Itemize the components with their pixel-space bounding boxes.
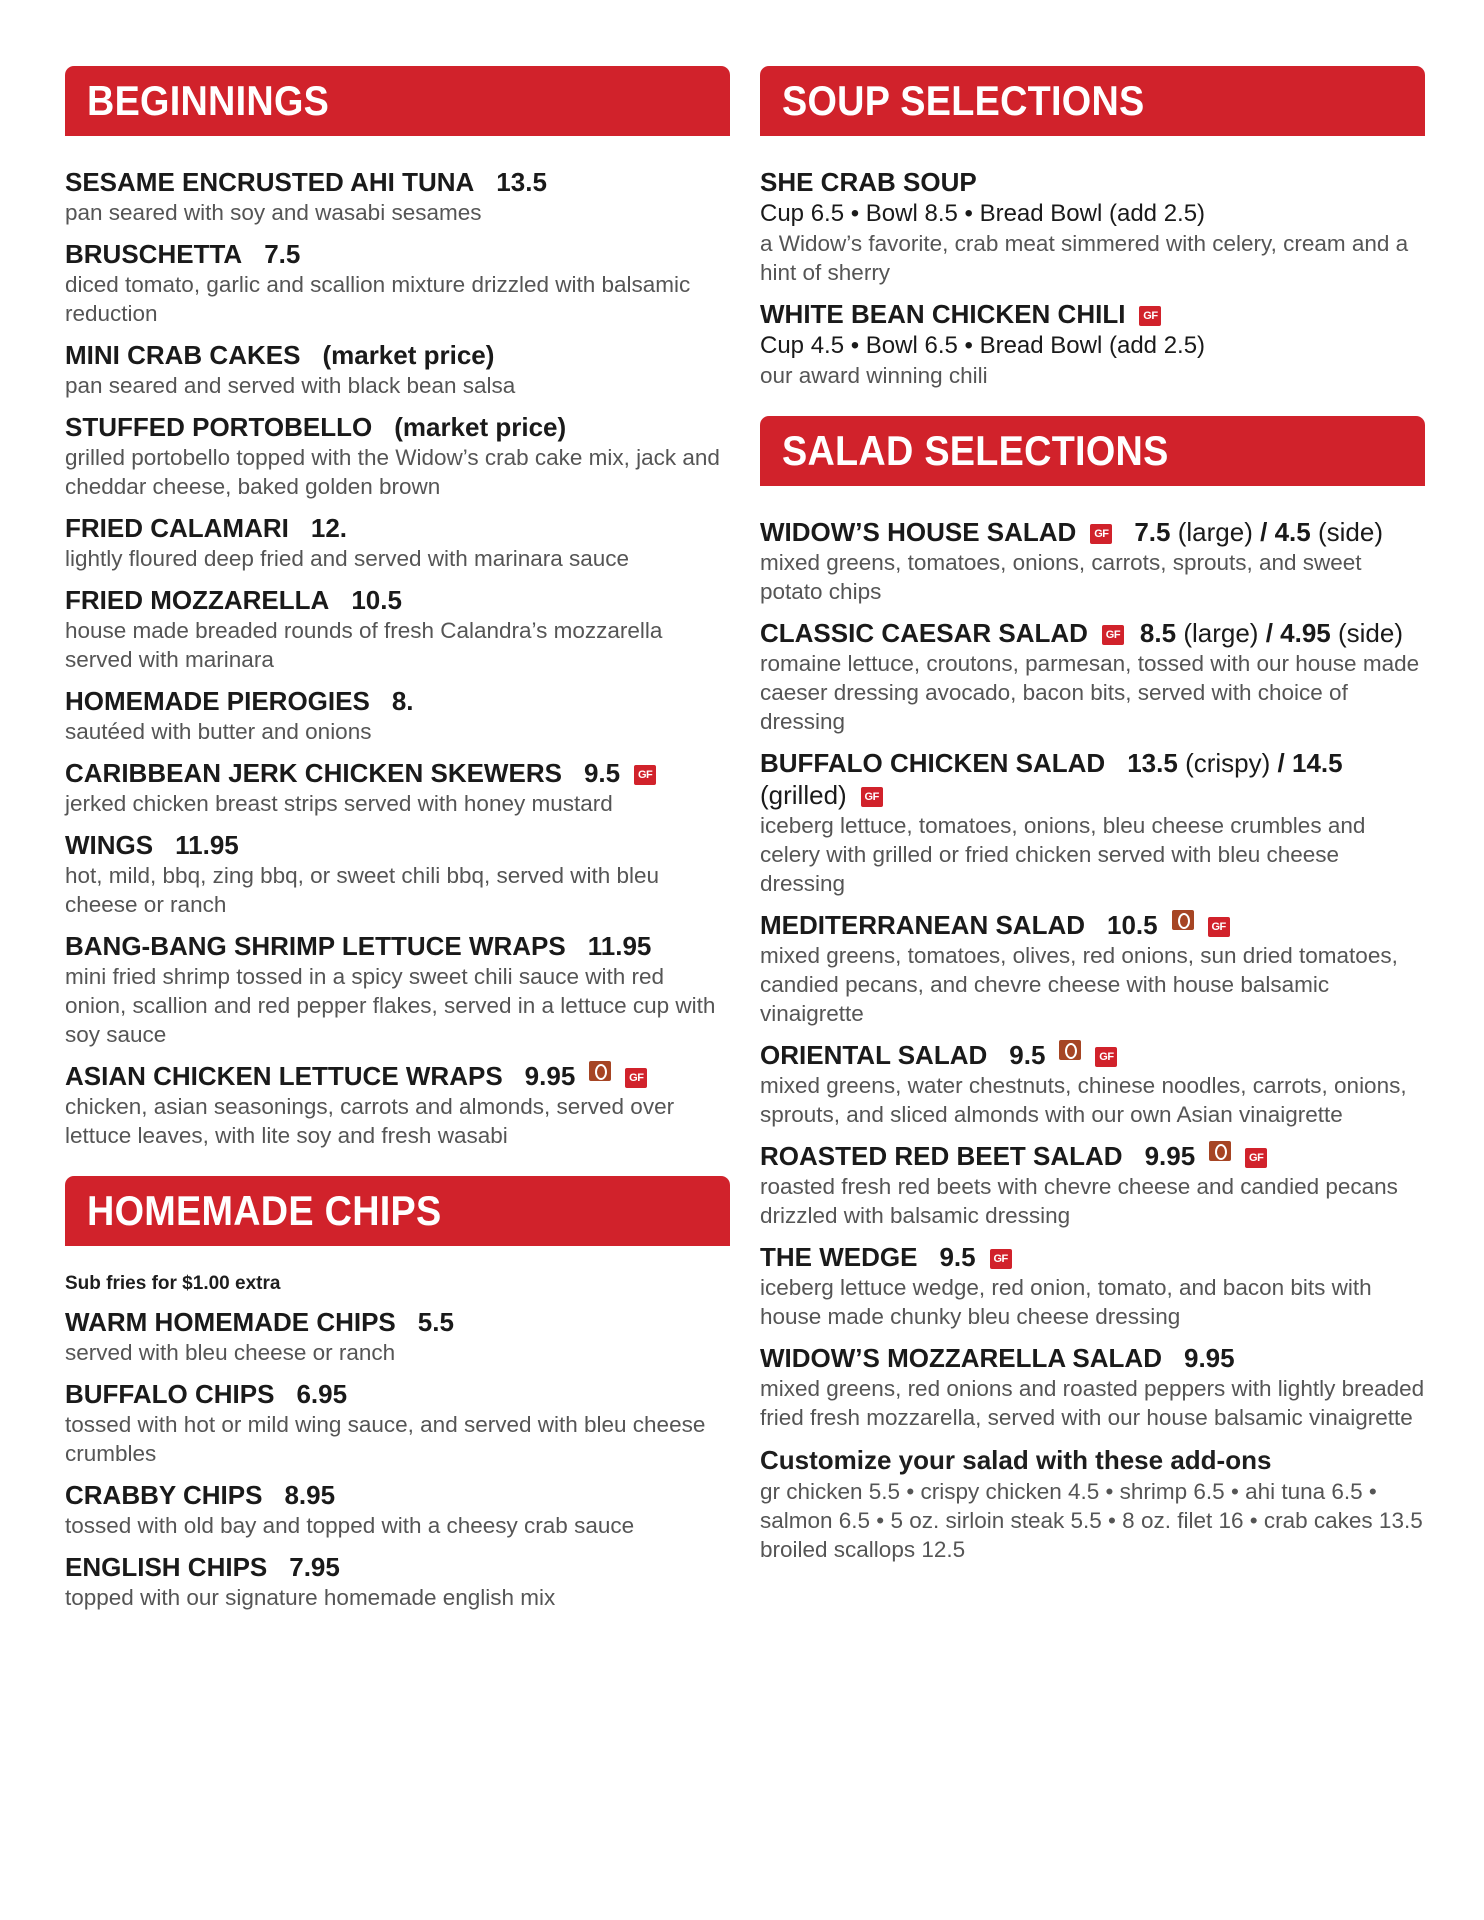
item-name: BANG-BANG SHRIMP LETTUCE WRAPS bbox=[65, 931, 566, 961]
menu-item bbox=[65, 1479, 730, 1540]
menu-item bbox=[65, 512, 730, 573]
beginnings-banner bbox=[65, 66, 730, 136]
gluten-free-icon: GF bbox=[1139, 306, 1161, 326]
item-name: SHE CRAB SOUP bbox=[760, 167, 977, 197]
gluten-free-icon: GF bbox=[625, 1068, 647, 1088]
menu-item bbox=[65, 166, 730, 227]
item-price: 7.5 bbox=[264, 239, 301, 269]
item-name: MINI CRAB CAKES bbox=[65, 340, 301, 370]
beginnings-list bbox=[65, 166, 730, 1150]
item-description: romaine lettuce, croutons, parmesan, tossed with our house made caeser dressing avocado, bacon bits, served with choice of dressing bbox=[760, 651, 1420, 734]
item-description: diced tomato, garlic and scallion mixture drizzled with balsamic reduction bbox=[65, 272, 691, 326]
beginnings-title: BEGINNINGS bbox=[87, 77, 330, 124]
item-price: 10.5 bbox=[351, 585, 402, 615]
item-description: pan seared with soy and wasabi sesames bbox=[65, 200, 482, 225]
item-description: jerked chicken breast strips served with honey mustard bbox=[65, 791, 613, 816]
chips-banner bbox=[65, 1176, 730, 1246]
item-price-side: 4.5 bbox=[1274, 517, 1311, 547]
size-label: (grilled) bbox=[760, 780, 847, 810]
item-description: mixed greens, tomatoes, onions, carrots, sprouts, and sweet potato chips bbox=[760, 550, 1362, 604]
item-name: HOMEMADE PIEROGIES bbox=[65, 686, 370, 716]
menu-item bbox=[760, 1039, 1425, 1129]
item-price: 8. bbox=[391, 686, 414, 716]
item-description: grilled portobello topped with the Widow’s crab cake mix, jack and cheddar cheese, baked golden brown bbox=[65, 445, 720, 499]
chips-note: Sub fries for $1.00 extra bbox=[65, 1273, 281, 1294]
item-price: 5.5 bbox=[417, 1307, 454, 1337]
item-name: THE WEDGE bbox=[760, 1242, 918, 1272]
item-description: topped with our signature homemade english mix bbox=[65, 1585, 556, 1610]
item-description: mini fried shrimp tossed in a spicy sweet chili sauce with red onion, scallion and red pepper flakes, served in a lettuce cup with soy sauce bbox=[65, 964, 716, 1047]
size-label: (large) bbox=[1183, 618, 1259, 648]
gluten-free-icon: GF bbox=[1095, 1047, 1117, 1067]
item-price: 6.95 bbox=[296, 1379, 348, 1409]
vegetarian-icon bbox=[589, 1061, 611, 1081]
item-name: BUFFALO CHIPS bbox=[65, 1379, 275, 1409]
item-name: BRUSCHETTA bbox=[65, 239, 243, 269]
item-price: 10.5 bbox=[1107, 910, 1158, 940]
item-name: CARIBBEAN JERK CHICKEN SKEWERS bbox=[65, 758, 562, 788]
item-price-side: 4.95 bbox=[1280, 618, 1331, 648]
menu-item bbox=[65, 930, 730, 1049]
item-sizes: Cup 6.5 • Bowl 8.5 • Bread Bowl (add 2.5) bbox=[760, 200, 1206, 227]
menu-item bbox=[65, 1306, 730, 1367]
vegetarian-icon bbox=[1172, 910, 1194, 930]
item-description: roasted fresh red beets with chevre cheese and candied pecans drizzled with balsamic dressing bbox=[760, 1174, 1398, 1228]
salads-banner bbox=[760, 416, 1425, 486]
addons-title: Customize your salad with these add-ons bbox=[760, 1445, 1272, 1475]
item-description: lightly floured deep fried and served with marinara sauce bbox=[65, 546, 630, 571]
item-name: CRABBY CHIPS bbox=[65, 1480, 263, 1510]
item-description: sautéed with butter and onions bbox=[65, 719, 372, 744]
price-separator: / bbox=[1265, 618, 1273, 648]
item-price: 11.95 bbox=[175, 830, 239, 860]
soups-title: SOUP SELECTIONS bbox=[782, 77, 1145, 124]
item-price: 13.5 bbox=[496, 167, 547, 197]
item-price: 8.95 bbox=[284, 1480, 336, 1510]
soups-banner bbox=[760, 66, 1425, 136]
item-name: CLASSIC CAESAR SALAD bbox=[760, 618, 1088, 648]
item-name: WARM HOMEMADE CHIPS bbox=[65, 1307, 396, 1337]
vegetarian-icon bbox=[1209, 1141, 1231, 1161]
menu-item bbox=[65, 584, 730, 674]
item-description: iceberg lettuce, tomatoes, onions, bleu cheese crumbles and celery with grilled or fried chicken served with bleu cheese dressing bbox=[760, 813, 1366, 896]
chips-list bbox=[65, 1270, 730, 1612]
salads-list bbox=[760, 516, 1425, 1564]
item-name: WHITE BEAN CHICKEN CHILI bbox=[760, 299, 1126, 329]
menu-item bbox=[760, 298, 1425, 390]
vegetarian-icon bbox=[1059, 1040, 1081, 1060]
menu-item bbox=[760, 166, 1425, 287]
item-price: (market price) bbox=[394, 412, 567, 442]
item-description: pan seared and served with black bean salsa bbox=[65, 373, 516, 398]
menu-item bbox=[65, 757, 730, 818]
item-description: house made breaded rounds of fresh Calandra’s mozzarella served with marinara bbox=[65, 618, 663, 672]
chips-title: HOMEMADE CHIPS bbox=[87, 1187, 442, 1234]
item-name: ORIENTAL SALAD bbox=[760, 1040, 988, 1070]
item-name: MEDITERRANEAN SALAD bbox=[760, 910, 1085, 940]
item-price: 11.95 bbox=[587, 931, 652, 961]
menu-item bbox=[65, 1551, 730, 1612]
gluten-free-icon: GF bbox=[1102, 625, 1124, 645]
size-label: (crispy) bbox=[1185, 748, 1271, 778]
gluten-free-icon: GF bbox=[990, 1249, 1012, 1269]
item-sizes: Cup 4.5 • Bowl 6.5 • Bread Bowl (add 2.5) bbox=[760, 332, 1206, 359]
menu-item bbox=[65, 339, 730, 400]
item-name: BUFFALO CHICKEN SALAD bbox=[760, 748, 1106, 778]
item-price: 9.5 bbox=[939, 1242, 976, 1272]
item-name: STUFFED PORTOBELLO bbox=[65, 412, 373, 442]
gluten-free-icon: GF bbox=[1090, 524, 1112, 544]
menu-item bbox=[65, 1060, 730, 1150]
item-description: served with bleu cheese or ranch bbox=[65, 1340, 396, 1365]
item-price: (market price) bbox=[322, 340, 495, 370]
item-price-large: 8.5 bbox=[1139, 618, 1177, 648]
item-description: mixed greens, tomatoes, olives, red onions, sun dried tomatoes, candied pecans, and chevre cheese with house balsamic vinaigrette bbox=[760, 943, 1398, 1026]
item-name: ASIAN CHICKEN LETTUCE WRAPS bbox=[65, 1061, 503, 1091]
item-description: mixed greens, red onions and roasted peppers with lightly breaded fried fresh mozzarella, served with our house balsamic vinaigrette bbox=[760, 1376, 1425, 1430]
gluten-free-icon: GF bbox=[634, 765, 656, 785]
menu-item bbox=[760, 1241, 1425, 1331]
gluten-free-icon: GF bbox=[1245, 1148, 1267, 1168]
item-description: our award winning chili bbox=[760, 363, 988, 388]
menu-item bbox=[65, 829, 730, 919]
item-price: 9.95 bbox=[524, 1061, 576, 1091]
menu-item bbox=[760, 516, 1425, 606]
menu-item bbox=[65, 685, 730, 746]
item-name: ROASTED RED BEET SALAD bbox=[760, 1141, 1123, 1171]
left-column bbox=[65, 66, 730, 1623]
item-price: 9.5 bbox=[1009, 1040, 1046, 1070]
item-price: 7.95 bbox=[289, 1552, 340, 1582]
item-name: WIDOW’S HOUSE SALAD bbox=[760, 517, 1077, 547]
item-description: iceberg lettuce wedge, red onion, tomato, and bacon bits with house made chunky bleu cheese dressing bbox=[760, 1275, 1372, 1329]
item-price-grilled: 14.5 bbox=[1291, 748, 1343, 778]
item-price-crispy: 13.5 bbox=[1127, 748, 1178, 778]
item-description: hot, mild, bbq, zing bbq, or sweet chili bbq, served with bleu cheese or ranch bbox=[65, 863, 660, 917]
item-description: mixed greens, water chestnuts, chinese noodles, carrots, onions, sprouts, and sliced almonds with our own Asian vinaigrette bbox=[760, 1073, 1407, 1127]
addons-list: gr chicken 5.5 • crispy chicken 4.5 • shrimp 6.5 • ahi tuna 6.5 • salmon 6.5 • 5 oz. sirloin steak 5.5 • 8 oz. filet 16 • crab cakes 13.5 broiled scallops 12.5 bbox=[760, 1479, 1423, 1562]
price-separator: / bbox=[1277, 748, 1285, 778]
item-name: WINGS bbox=[65, 830, 154, 860]
size-label: (side) bbox=[1338, 618, 1404, 648]
menu-item bbox=[760, 617, 1425, 736]
item-description: chicken, asian seasonings, carrots and almonds, served over lettuce leaves, with lite soy and fresh wasabi bbox=[65, 1094, 675, 1148]
item-price-large: 7.5 bbox=[1134, 517, 1171, 547]
item-description: tossed with old bay and topped with a cheesy crab sauce bbox=[65, 1513, 635, 1538]
item-name: FRIED MOZZARELLA bbox=[65, 585, 330, 615]
item-price: 9.95 bbox=[1144, 1141, 1196, 1171]
item-description: tossed with hot or mild wing sauce, and served with bleu cheese crumbles bbox=[65, 1412, 706, 1466]
menu-item bbox=[65, 238, 730, 328]
item-price: 9.95 bbox=[1183, 1343, 1235, 1373]
menu-item bbox=[760, 1140, 1425, 1230]
menu-item bbox=[65, 411, 730, 501]
item-name: SESAME ENCRUSTED AHI TUNA bbox=[65, 167, 475, 197]
menu-item bbox=[760, 747, 1425, 898]
soups-list bbox=[760, 166, 1425, 390]
price-separator: / bbox=[1260, 517, 1268, 547]
item-description: a Widow’s favorite, crab meat simmered with celery, cream and a hint of sherry bbox=[760, 231, 1409, 285]
item-name: FRIED CALAMARI bbox=[65, 513, 289, 543]
item-price: 12. bbox=[310, 513, 348, 543]
salads-title: SALAD SELECTIONS bbox=[782, 427, 1169, 474]
size-label: (side) bbox=[1317, 517, 1383, 547]
menu-item bbox=[760, 909, 1425, 1028]
item-name: ENGLISH CHIPS bbox=[65, 1552, 268, 1582]
gluten-free-icon: GF bbox=[1208, 917, 1230, 937]
item-price: 9.5 bbox=[583, 758, 621, 788]
menu-item bbox=[760, 1342, 1425, 1432]
size-label: (large) bbox=[1177, 517, 1253, 547]
item-name: WIDOW’S MOZZARELLA SALAD bbox=[760, 1343, 1162, 1373]
menu-item bbox=[65, 1378, 730, 1468]
gluten-free-icon: GF bbox=[861, 787, 883, 807]
right-column bbox=[760, 66, 1425, 1564]
